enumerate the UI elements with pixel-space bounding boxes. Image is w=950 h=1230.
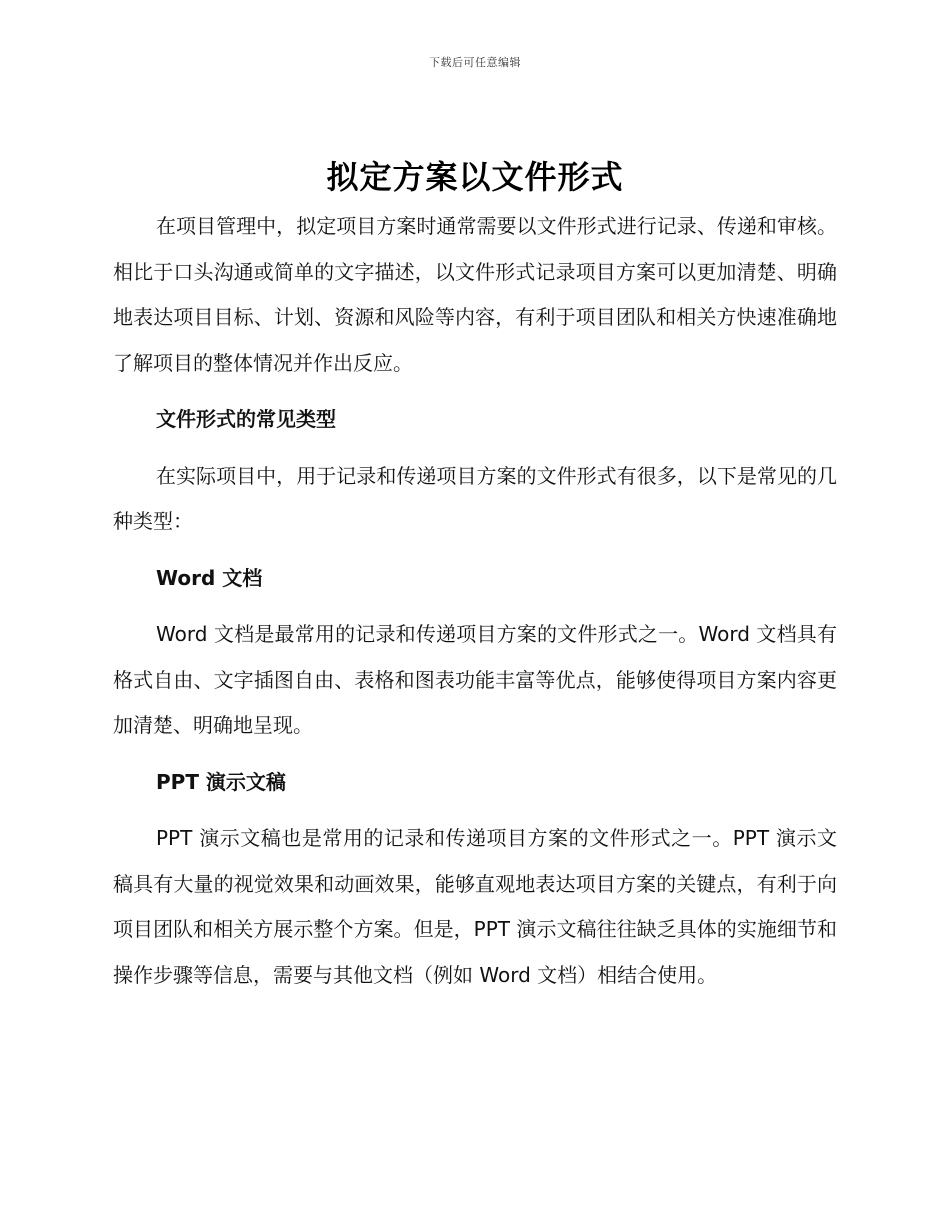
spacer [113, 601, 837, 612]
word-paragraph: Word 文档是最常用的记录和传递项目方案的文件形式之一。Word 文档具有格式自由、文字插图自由、表格和图表功能丰富等优点，能够使得项目方案内容更加清楚、明确地呈现。 [113, 622, 837, 737]
spacer [113, 805, 837, 816]
spacer [113, 443, 837, 454]
spacer [113, 386, 837, 397]
intro-paragraph: 在项目管理中，拟定项目方案时通常需要以文件形式进行记录、传递和审核。相比于口头沟通或简单的文字描述，以文件形式记录项目方案可以更加清楚、明确地表达项目目标、计划、资源和风险等内容，有利于项目团队和相关方快速准确地了解项目的整体情况并作出反应。 [113, 214, 837, 375]
spacer [113, 545, 837, 556]
ppt-heading: PPT 演示文稿 [156, 769, 286, 794]
page-title: 拟定方案以文件形式 [326, 158, 624, 196]
section-heading: 文件形式的常见类型 [156, 407, 336, 431]
word-heading: Word 文档 [156, 565, 263, 590]
header-note: 下载后可任意编辑 [429, 56, 521, 69]
ppt-paragraph: PPT 演示文稿也是常用的记录和传递项目方案的文件形式之一。PPT 演示文稿具有大量的视觉效果和动画效果，能够直观地表达项目方案的关键点，有利于向项目团队和相关方展示整个方案。但是，PPT 演示文稿往往缺乏具体的实施细节和操作步骤等信息，需要与其他文档（例如 Word 文档）相结合使用。 [113, 826, 837, 987]
document-body [113, 204, 837, 998]
section-paragraph: 在实际项目中，用于记录和传递项目方案的文件形式有很多，以下是常见的几种类型： [113, 463, 837, 533]
spacer [113, 749, 837, 760]
